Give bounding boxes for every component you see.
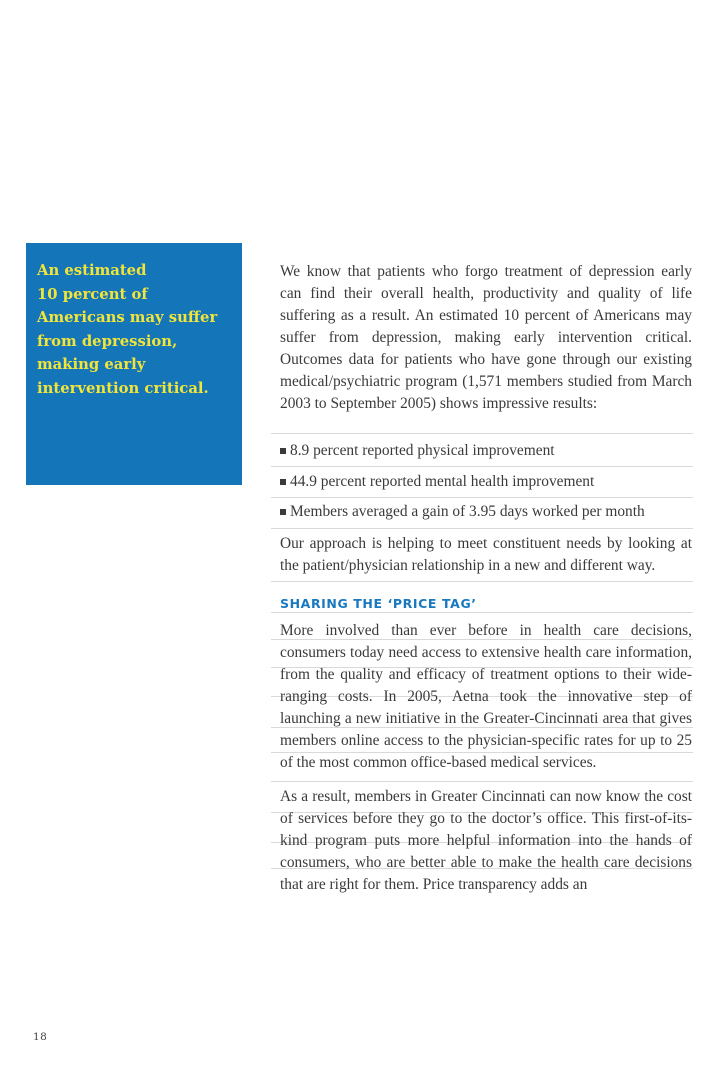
result-paragraph: As a result, members in Greater Cincinnati can now know the cost of services before they go to the doctor’s office. This first-of-its-kind program puts more helpful information into the hands of consumers, who are better able to make the health care decisions that are right for them. Price transparency adds an	[280, 788, 692, 893]
section-heading: SHARING THE ‘PRICE TAG’	[280, 596, 477, 611]
divider	[271, 466, 693, 467]
results-bullet-3	[280, 501, 692, 523]
section-heading-block	[280, 595, 692, 613]
divider	[271, 581, 693, 582]
pull-quote-line: intervention critical.	[37, 379, 209, 397]
bullet-text: Members averaged a gain of 3.95 days worked per month	[290, 503, 645, 520]
pull-quote-line: making early	[37, 356, 146, 373]
pull-quote-text	[37, 259, 232, 400]
pull-quote-line: 10 percent of	[37, 285, 148, 303]
bullet-item	[280, 471, 692, 493]
divider	[271, 497, 693, 498]
divider	[271, 433, 693, 434]
pull-quote-line: from depression,	[37, 332, 178, 350]
intro-paragraph-block	[280, 261, 692, 415]
bullet-text: 8.9 percent reported physical improvement	[290, 442, 555, 459]
page-number: 18	[33, 1031, 48, 1043]
intro-paragraph: We know that patients who forgo treatment of depression early can find their overall health, productivity and quality of life suffering as a result. An estimated 10 percent of Americans may suffer from depression, making early intervention critical. Outcomes data for patients who have gone through our existing medical/psychiatric program (1,571 members studied from March 2003 to September 2005) shows impressive results:	[280, 263, 692, 412]
price-tag-paragraph: More involved than ever before in health care decisions, consumers today need access to extensive health care information, from the quality and efficacy of treatment options to their wide-ranging costs. In 2005, Aetna took the innovative step of launching a new initiative in the Greater-Cincinnati area that gives members online access to the physician-specific rates for up to 25 of the most common office-based medical services.	[280, 622, 692, 771]
approach-paragraph: Our approach is helping to meet constituent needs by looking at the patient/physician relationship in a new and different way.	[280, 535, 692, 574]
divider	[271, 781, 693, 782]
bullet-text: 44.9 percent reported mental health improvement	[290, 473, 595, 490]
results-bullet-2	[280, 471, 692, 493]
pull-quote-line: An estimated	[37, 262, 147, 279]
pull-quote-line: Americans may suffer	[37, 309, 218, 326]
results-bullet-1	[280, 440, 692, 462]
pull-quote-box	[26, 243, 242, 485]
divider	[271, 528, 693, 529]
result-paragraph-block	[280, 786, 692, 896]
bullet-item	[280, 440, 692, 462]
bullet-square-icon	[280, 448, 286, 454]
bullet-square-icon	[280, 479, 286, 485]
bullet-square-icon	[280, 509, 286, 515]
price-tag-paragraph-block	[280, 620, 692, 774]
bullet-item	[280, 501, 692, 523]
approach-paragraph-block	[280, 533, 692, 577]
